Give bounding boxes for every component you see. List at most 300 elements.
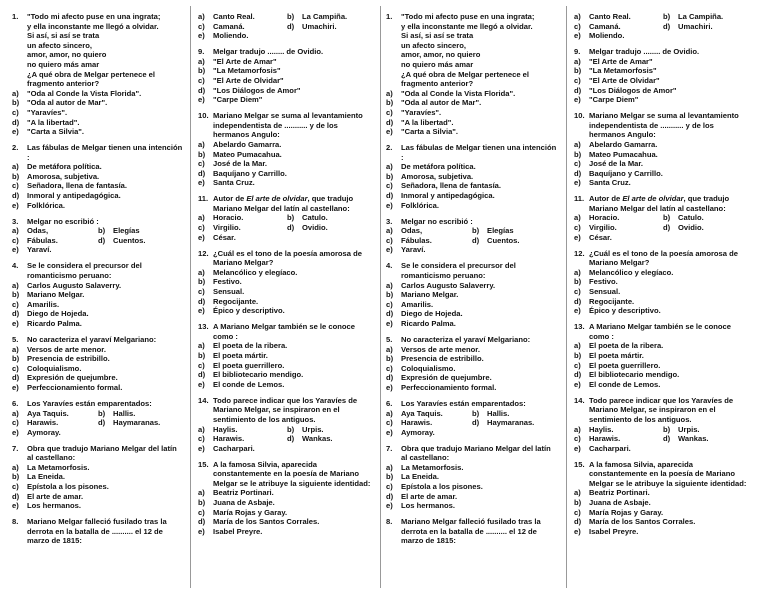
option-letter: d) [386,309,394,319]
option-text: Épico y descriptivo. [589,306,661,316]
question-text [213,194,376,213]
option-letter: e) [386,501,393,511]
answer-option [198,12,287,22]
answer-option [472,236,558,246]
answer-option [663,12,752,22]
question-block [574,12,752,41]
option-text: Harawis. [401,418,433,428]
question-text: A la famosa Silvia, aparecida constantemente en la poesía de Mariano Melgar se le atribuye la siguiente identidad: [589,459,747,488]
answer-option [386,472,558,482]
question-block [198,249,376,316]
answer-option [386,236,472,246]
answer-option [12,281,184,291]
question-number: 14. [198,395,209,405]
answer-option [386,108,558,118]
option-text: El poeta de la ribera. [589,341,664,351]
option-letter: e) [386,427,393,437]
answer-option [574,277,752,287]
question-block [574,194,752,242]
question-number: 4. [386,261,393,271]
option-letter: d) [472,418,480,428]
option-text: El conde de Lemos. [213,379,285,389]
option-letter: a) [198,341,205,351]
option-letter: d) [574,296,582,306]
option-letter: d) [198,168,206,178]
answer-option [574,380,752,390]
option-text: Epístola a los pisones. [401,482,483,492]
question-stem [12,60,184,70]
option-text: Haylis. [589,424,614,434]
option-text: "Carpe Diem" [213,95,263,105]
option-text: Odas, [27,226,49,236]
answer-option [386,290,558,300]
answer-options [386,162,558,210]
answer-options [198,425,376,454]
answer-option [472,226,558,236]
option-letter: c) [574,223,581,233]
answer-option [12,108,184,118]
option-text: Baquíjano y Carrillo. [213,168,287,178]
question-text: Melgar no escribió : [401,216,473,226]
answer-options [12,409,184,438]
option-pair [386,418,558,428]
answer-option [574,425,663,435]
option-text: César. [589,232,612,242]
option-text: Canto Real. [213,12,255,21]
option-text: De metáfora política. [401,162,476,172]
question-block [198,194,376,242]
option-text: Fábulas. [401,235,432,245]
option-text: Diego de Hojeda. [401,309,463,319]
option-letter: e) [386,245,393,255]
option-letter: a) [574,213,581,223]
question-text: ¿A qué obra de Melgar pertenece el fragmento anterior? [27,69,156,89]
question-text: un afecto sincero, [27,40,92,50]
option-letter: e) [198,526,205,536]
option-letter: b) [287,12,295,21]
answer-option [574,57,752,67]
option-letter: d) [574,85,582,95]
question-stem [574,460,752,489]
option-text: Épico y descriptivo. [213,306,285,316]
option-letter: a) [574,488,581,498]
question-text: ¿A qué obra de Melgar pertenece el fragmento anterior? [401,69,530,89]
answer-option [386,118,558,128]
question-block [12,399,184,437]
answer-option [12,354,184,364]
answer-options [198,488,376,536]
option-text: Presencia de estribillo. [27,354,110,364]
answer-option [574,434,663,444]
answer-option [287,223,376,233]
option-letter: d) [12,117,20,127]
question-block [198,47,376,105]
option-text: Festivo. [213,277,242,287]
answer-option [12,418,98,428]
answer-option [472,418,558,428]
question-stem [12,50,184,60]
option-letter: a) [386,344,393,354]
question-stem [386,50,558,60]
option-letter: b) [663,213,671,223]
option-text: La Eneida. [401,472,439,482]
question-stem [386,399,558,409]
indent [12,41,27,51]
option-text: "A la libertad". [27,117,80,127]
answer-option [98,226,184,236]
answer-option [574,223,663,233]
option-letter: e) [198,31,205,41]
answer-options [198,57,376,105]
option-text: El poeta mártir. [589,350,644,360]
question-text: "Todo mi afecto puse en una ingrata; [27,12,161,21]
option-pair [386,226,558,236]
answer-option [12,127,184,137]
answer-option [386,201,558,211]
option-text: "Yaravíes". [27,107,68,117]
answer-option [574,178,752,188]
option-text: Santa Cruz. [213,178,255,188]
question-stem [12,143,184,162]
question-block [386,143,558,210]
answer-option [12,191,184,201]
option-text: Baquíjano y Carrillo. [589,168,663,178]
answer-option [386,98,558,108]
answer-option [12,118,184,128]
question-block [12,261,184,328]
question-number: 1. [386,12,393,21]
answer-option [198,31,376,41]
question-text: y ella inconstante me llegó a olvidar. [401,21,533,31]
option-text: Hallis. [487,408,510,418]
answer-option [574,370,752,380]
answer-option [574,444,752,454]
option-letter: d) [574,370,582,380]
option-letter: e) [574,526,581,536]
question-number: 10. [574,111,585,121]
answer-options [574,12,752,41]
answer-option [574,268,752,278]
option-text: Wankas. [678,434,709,444]
option-text: Isabel Preyre. [213,526,263,536]
question-stem [12,12,184,22]
answer-option [12,409,98,419]
answer-option [287,434,376,444]
question-number: 4. [12,261,19,271]
question-stem [386,60,558,70]
question-stem [12,41,184,51]
answer-option [198,306,376,316]
answer-option [574,527,752,537]
option-text: Horacio. [213,213,244,223]
option-letter: b) [287,213,295,223]
option-text: "El Arte de Olvidar" [213,75,284,85]
indent [12,31,27,41]
option-text: "Los Diálogos de Amor" [213,85,301,95]
option-letter: b) [386,171,394,181]
answer-option [386,127,558,137]
option-text: Abelardo Gamarra. [589,139,658,149]
answer-option [663,213,752,223]
answer-option [198,517,376,527]
answer-option [198,22,287,32]
option-text: Versos de arte menor. [401,344,480,354]
option-letter: b) [98,408,106,418]
answer-option [12,492,184,502]
question-text: Los Yaravíes están emparentados: [401,398,526,408]
question-stem [386,41,558,51]
option-letter: c) [574,507,581,517]
question-text: A Mariano Melgar también se le conoce como : [213,322,355,341]
question-number: 7. [12,443,19,453]
option-text: Moliendo. [589,31,625,41]
option-letter: d) [12,309,20,319]
option-text: Expresión de quejumbre. [401,373,492,383]
column-divider [566,6,567,588]
option-letter: e) [574,443,581,453]
option-letter: b) [198,149,206,159]
option-pair [386,236,558,246]
option-letter: c) [386,299,393,309]
option-letter: e) [386,200,393,210]
answer-option [198,434,287,444]
answer-option [574,159,752,169]
option-letter: e) [386,382,393,392]
option-letter: e) [198,95,205,105]
question-stem [386,31,558,41]
option-letter: a) [12,162,19,172]
option-text: Ricardo Palma. [27,318,82,328]
option-letter: b) [12,171,20,181]
question-stem [574,396,752,425]
option-letter: a) [574,56,581,66]
question-number: 7. [386,443,393,453]
option-text: "Oda al Conde la Vista Florida". [401,88,516,98]
question-block [574,322,752,389]
question-stem [574,47,752,57]
option-letter: b) [574,350,582,360]
answer-options [574,57,752,105]
answer-option [198,76,376,86]
option-text: Fábulas. [27,235,58,245]
column-divider [380,6,381,588]
answer-option [574,66,752,76]
option-text: Expresión de quejumbre. [27,373,118,383]
option-text: Juana de Asbaje. [213,498,275,508]
question-number: 8. [386,517,393,527]
answer-option [386,226,472,236]
answer-option [198,444,376,454]
question-stem [198,396,376,425]
answer-options [574,425,752,454]
option-letter: c) [198,360,205,370]
option-text: Catulo. [678,213,704,223]
answer-option [574,233,752,243]
option-text: Odas, [401,226,423,236]
question-text: amor, amor, no quiero [27,50,107,60]
option-letter: c) [12,107,19,117]
left-questions-column [12,12,184,552]
option-text: El poeta mártir. [213,350,268,360]
question-number: 11. [574,194,585,204]
question-number: 8. [12,517,19,527]
question-number: 3. [386,216,393,226]
option-letter: c) [198,223,205,233]
option-text: Virgilio. [213,223,241,233]
option-letter: d) [386,191,394,201]
option-pair [574,425,752,435]
answer-option [12,319,184,329]
option-text: Perfeccionamiento formal. [27,382,123,392]
question-text: no quiero más amar [401,59,474,69]
option-text: "Oda al Conde la Vista Florida". [27,88,142,98]
option-text: Abelardo Gamarra. [213,139,282,149]
option-text: Cacharpari. [213,443,255,453]
option-text: Aya Taquis. [401,408,443,418]
question-number: 9. [198,47,205,57]
option-text: Amorosa, subjetiva. [401,171,474,181]
answer-option [198,233,376,243]
option-letter: d) [574,168,582,178]
question-block [386,217,558,255]
option-letter: e) [574,306,581,316]
question-text: A Mariano Melgar también se le conoce como : [589,322,731,341]
question-text: Melgar tradujo ........ de Ovidio. [213,47,324,57]
answer-option [574,297,752,307]
option-letter: c) [198,434,205,444]
option-letter: c) [386,482,393,492]
option-letter: b) [12,354,20,364]
option-text: Horacio. [589,213,620,223]
option-letter: d) [287,434,295,444]
answer-option [386,309,558,319]
question-block [574,396,752,454]
option-letter: e) [198,232,205,242]
option-text: Elegías [113,226,140,236]
answer-option [12,364,184,374]
option-text: Perfeccionamiento formal. [401,382,497,392]
option-pair [12,226,184,236]
option-letter: d) [198,517,206,527]
question-text: Todo parece indicar que los Yaravíes de Mariano Melgar, se inspiraron en el sentimiento de los antiguos. [213,395,358,424]
option-text: Aymoray. [401,427,435,437]
question-number: 6. [386,398,393,408]
option-letter: b) [386,354,394,364]
question-text: Las fábulas de Melgar tienen una intención : [401,143,557,162]
answer-option [198,425,287,435]
answer-option [574,86,752,96]
answer-options [12,89,184,137]
answer-options [12,226,184,255]
indent [386,50,401,60]
option-letter: d) [98,418,106,428]
question-text: Mariano Melgar falleció fusilado tras la derrota en la batalla de .......... el 12 de marzo de 1815: [401,517,541,546]
question-text: Si así, si así se trata [401,31,474,41]
option-letter: b) [12,472,20,482]
question-number: 1. [12,12,19,21]
stem-part: , que tradujo Mariano Melgar del latín al castellano: [589,194,730,213]
option-pair [12,418,184,428]
option-text: El poeta guerrillero. [589,360,661,370]
option-text: Melancólico y elegíaco. [589,267,674,277]
answer-option [386,181,558,191]
option-letter: c) [574,287,581,296]
option-letter: c) [12,299,19,309]
answer-option [386,482,558,492]
option-text: "Carta a Silvia". [27,127,85,137]
option-letter: b) [386,290,394,300]
question-stem [386,143,558,162]
option-text: Versos de arte menor. [27,344,106,354]
question-number: 9. [574,47,581,57]
answer-option [574,287,752,297]
option-letter: c) [574,159,581,169]
answer-option [198,95,376,105]
question-stem [386,22,558,32]
question-stem [198,249,376,268]
question-block [386,399,558,437]
option-text: Carlos Augusto Salaverry. [401,280,496,290]
option-letter: e) [386,127,393,137]
answer-options [386,345,558,393]
answer-option [287,213,376,223]
question-block [12,335,184,393]
option-text: El poeta guerrillero. [213,360,285,370]
option-pair [198,22,376,32]
option-letter: e) [198,306,205,316]
answer-option [98,236,184,246]
option-text: Beatriz Portinari. [213,488,274,498]
question-stem [12,31,184,41]
option-letter: b) [198,498,206,508]
answer-option [12,181,184,191]
option-letter: a) [198,12,205,21]
option-text: Juana de Asbaje. [589,498,651,508]
question-number: 6. [12,398,19,408]
option-text: Amarilis. [401,299,434,309]
option-letter: b) [574,149,582,159]
answer-option [574,12,663,22]
right-questions-column-copy [574,12,752,543]
question-block [198,12,376,41]
question-text: Mariano Melgar se suma al levantamiento independentista de ........... y de los hermanos Angulo: [589,111,739,140]
option-letter: a) [386,408,393,418]
question-block [12,444,184,511]
option-letter: e) [12,427,19,437]
option-letter: c) [386,418,393,428]
option-letter: b) [12,290,20,300]
question-text: Los Yaravíes están emparentados: [27,398,152,408]
answer-option [574,140,752,150]
answer-option [198,178,376,188]
option-letter: b) [574,66,582,76]
answer-option [386,354,558,364]
answer-option [12,373,184,383]
question-stem [198,322,376,341]
option-text: Los hermanos. [401,501,456,511]
answer-option [198,351,376,361]
option-pair [198,434,376,444]
answer-option [198,57,376,67]
option-letter: e) [12,127,19,137]
option-letter: a) [574,139,581,149]
option-letter: c) [12,181,19,191]
answer-option [198,361,376,371]
option-letter: e) [12,382,19,392]
answer-option [386,463,558,473]
answer-option [386,409,472,419]
option-pair [12,409,184,419]
